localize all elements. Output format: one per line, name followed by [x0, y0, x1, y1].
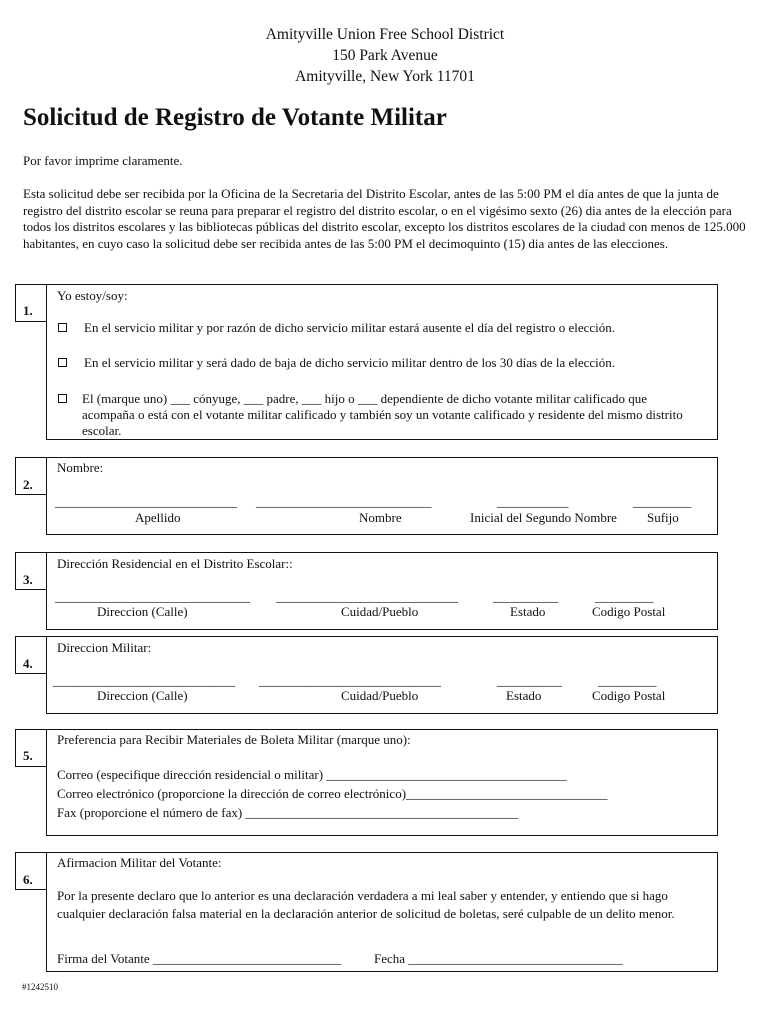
section-6-heading: Afirmacion Militar del Votante:: [57, 855, 222, 870]
military-street-label: Direccion (Calle): [97, 688, 188, 703]
military-state-line[interactable]: __________: [497, 673, 562, 688]
nombre-label: Nombre: [359, 510, 402, 525]
delivery-email-option[interactable]: Correo electrónico (proporcione la dirección de correo electrónico)_______________________________: [57, 786, 608, 801]
option-1-checkbox[interactable]: [58, 323, 67, 332]
residential-city-line[interactable]: ____________________________: [276, 589, 458, 604]
section-4-number: 4.: [23, 656, 33, 671]
section-2-number: 2.: [23, 477, 33, 492]
option-2-label: En el servicio militar y será dado de baja de dicho servicio militar dentro de los 30 días de la elección.: [84, 355, 616, 370]
military-state-label: Estado: [506, 688, 542, 703]
residential-city-label: Cuidad/Pueblo: [341, 604, 419, 619]
sufijo-line[interactable]: _________: [633, 494, 692, 509]
district-header: [0, 24, 770, 87]
district-city: Amityville, New York 11701: [295, 68, 475, 85]
district-name: Amityville Union Free School District: [265, 26, 505, 43]
instructions-paragraph: Esta solicitud debe ser recibida por la Oficina de la Secretaria del Distrito Escolar, antes de las 5:00 PM el día antes de que la junta de registro del distrito escolar se reuna para preparar el registro del distrito escolar, o en el vigésimo sexto (26) dia antes de la elección para todos los distritos escolares y las bibliotecas públicas del distrito escolar, excepto los distritos escolares de la ciudad con menos de 125.000 habitantes, en cuyo caso la solicitud debe ser recibida antes de las 5:00 PM el decimoquinto (15) dia antes de las elecciones.: [23, 186, 746, 251]
section-1-heading: Yo estoy/soy:: [57, 288, 128, 303]
print-clearly-note: Por favor imprime claramente.: [23, 153, 183, 168]
section-4-heading: Direccion Militar:: [57, 640, 152, 655]
signature-line[interactable]: Firma del Votante _____________________________: [57, 951, 342, 966]
apellido-line[interactable]: ____________________________: [55, 494, 237, 509]
residential-state-line[interactable]: __________: [493, 589, 558, 604]
date-line[interactable]: Fecha _________________________________: [374, 951, 623, 966]
option-2-checkbox[interactable]: [58, 358, 67, 367]
declaration-text: Por la presente declaro que lo anterior es una declaración verdadera a mi leal saber y entender, y entiendo que si hago cualquier declaración falsa material en la declaración anterior de solicitud de boletas, seré culpable de un delito menor.: [57, 888, 675, 921]
inicial-label: Inicial del Segundo Nombre: [470, 510, 617, 525]
residential-zip-line[interactable]: _________: [595, 589, 654, 604]
option-3-label: El (marque uno) ___ cónyuge, ___ padre, ___ hijo o ___ dependiente de dicho votante militar calificado que acompaña o está con el votante militar calificado y también soy un votante calificado y residente del mismo distrito escolar.: [82, 391, 683, 438]
option-1-label: En el servicio militar y por razón de dicho servicio militar estará ausente el día del registro o elección.: [84, 320, 615, 335]
section-5-number: 5.: [23, 748, 33, 763]
residential-street-line[interactable]: ______________________________: [55, 589, 250, 604]
section-3-number: 3.: [23, 572, 33, 587]
section-1-number: 1.: [23, 303, 33, 318]
district-street: 150 Park Avenue: [332, 47, 438, 64]
nombre-line[interactable]: ___________________________: [256, 494, 432, 509]
residential-state-label: Estado: [510, 604, 546, 619]
inicial-line[interactable]: ___________: [497, 494, 569, 509]
option-3-checkbox[interactable]: [58, 394, 67, 403]
section-3-heading: Dirección Residencial en el Distrito Escolar::: [57, 556, 293, 571]
delivery-fax-option[interactable]: Fax (proporcione el número de fax) __________________________________________: [57, 805, 519, 820]
residential-zip-label: Codigo Postal: [592, 604, 666, 619]
military-zip-line[interactable]: _________: [598, 673, 657, 688]
form-code: #1242510: [22, 982, 58, 992]
military-city-label: Cuidad/Pueblo: [341, 688, 419, 703]
section-6-number: 6.: [23, 872, 33, 887]
military-street-line[interactable]: ____________________________: [53, 673, 235, 688]
military-zip-label: Codigo Postal: [592, 688, 666, 703]
sufijo-label: Sufijo: [647, 510, 679, 525]
military-city-line[interactable]: ____________________________: [259, 673, 441, 688]
apellido-label: Apellido: [135, 510, 181, 525]
section-5-heading: Preferencia para Recibir Materiales de Boleta Militar (marque uno):: [57, 732, 411, 747]
residential-street-label: Direccion (Calle): [97, 604, 188, 619]
section-2-heading: Nombre:: [57, 460, 104, 475]
delivery-mail-option[interactable]: Correo (especifique dirección residencial o militar) _____________________________________: [57, 767, 567, 782]
form-title: Solicitud de Registro de Votante Militar: [23, 104, 447, 131]
